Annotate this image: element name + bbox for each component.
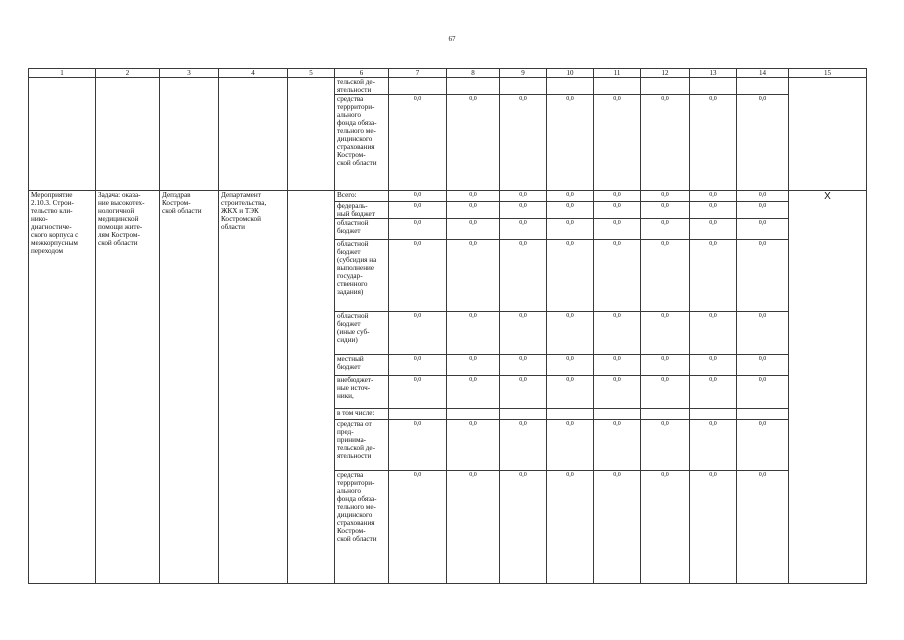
header-cell-1: 1 [29, 69, 96, 78]
value-cell [547, 78, 594, 95]
header-cell-10: 10 [547, 69, 594, 78]
value-cell: 0,0 [389, 311, 447, 354]
value-cell: 0,0 [547, 376, 594, 408]
value-cell: 0,0 [447, 202, 500, 219]
empty-cell-col-5 [288, 78, 335, 191]
table-row [29, 78, 867, 95]
value-cell: 0,0 [547, 240, 594, 312]
value-cell: 0,0 [389, 202, 447, 219]
value-cell: 0,0 [389, 376, 447, 408]
header-cell-6: 6 [335, 69, 389, 78]
value-cell [500, 408, 547, 419]
value-cell [389, 408, 447, 419]
value-cell: 0,0 [690, 95, 737, 191]
value-cell: 0,0 [594, 471, 641, 584]
value-cell: 0,0 [447, 95, 500, 191]
header-cell-9: 9 [500, 69, 547, 78]
funding-source-label: средства от пред- принима- тельской де- ятельности [335, 419, 389, 470]
value-cell: 0,0 [500, 419, 547, 470]
value-cell: 0,0 [594, 311, 641, 354]
value-cell: 0,0 [641, 202, 690, 219]
funding-source-label: средства террритори- ального фонда обяза- тельного ме- дицинского страхования Костром- ской области [335, 95, 389, 191]
value-cell: 0,0 [594, 202, 641, 219]
value-cell: 0,0 [547, 355, 594, 376]
header-cell-12: 12 [641, 69, 690, 78]
value-cell [594, 408, 641, 419]
value-cell: 0,0 [690, 311, 737, 354]
value-cell: 0,0 [690, 355, 737, 376]
value-cell: 0,0 [737, 419, 789, 470]
table-row [29, 190, 867, 201]
value-cell: 0,0 [737, 240, 789, 312]
value-cell: 0,0 [641, 419, 690, 470]
value-cell: 0,0 [447, 311, 500, 354]
header-cell-3: 3 [160, 69, 219, 78]
value-cell: 0,0 [690, 202, 737, 219]
header-row [29, 69, 867, 78]
value-cell: 0,0 [594, 95, 641, 191]
funding-source-label: местный бюджет [335, 355, 389, 376]
value-cell: 0,0 [500, 311, 547, 354]
header-cell-11: 11 [594, 69, 641, 78]
funding-source-label: областной бюджет [335, 219, 389, 240]
value-cell [500, 78, 547, 95]
value-cell: 0,0 [500, 190, 547, 201]
value-cell: 0,0 [737, 95, 789, 191]
value-cell: 0,0 [641, 355, 690, 376]
value-cell: 0,0 [447, 376, 500, 408]
value-cell: 0,0 [500, 376, 547, 408]
value-cell: 0,0 [547, 202, 594, 219]
value-cell [389, 78, 447, 95]
co-executor: Департамент строительства, ЖКХ и ТЭК Костромской области [219, 190, 288, 583]
col-15-mark: X [789, 190, 867, 583]
value-cell [690, 408, 737, 419]
value-cell: 0,0 [389, 355, 447, 376]
value-cell: 0,0 [547, 311, 594, 354]
value-cell: 0,0 [737, 355, 789, 376]
page-number: 67 [448, 35, 456, 43]
value-cell: 0,0 [447, 471, 500, 584]
value-cell: 0,0 [737, 471, 789, 584]
value-cell: 0,0 [641, 95, 690, 191]
value-cell: 0,0 [447, 355, 500, 376]
funding-source-label: Всего: [335, 190, 389, 201]
value-cell [447, 78, 500, 95]
empty-cell-col-4 [219, 78, 288, 191]
empty-cell-col-1 [29, 78, 96, 191]
value-cell [547, 408, 594, 419]
value-cell: 0,0 [641, 311, 690, 354]
value-cell: 0,0 [500, 355, 547, 376]
value-cell: 0,0 [500, 471, 547, 584]
value-cell: 0,0 [594, 419, 641, 470]
header-cell-8: 8 [447, 69, 500, 78]
empty-cell-col-2 [96, 78, 160, 191]
value-cell: 0,0 [547, 419, 594, 470]
value-cell [641, 408, 690, 419]
col-5-cell [288, 190, 335, 583]
value-cell: 0,0 [447, 419, 500, 470]
value-cell [594, 78, 641, 95]
value-cell: 0,0 [500, 202, 547, 219]
value-cell: 0,0 [389, 471, 447, 584]
program-table [28, 68, 867, 584]
value-cell: 0,0 [389, 219, 447, 240]
value-cell [737, 408, 789, 419]
value-cell: 0,0 [690, 419, 737, 470]
value-cell: 0,0 [447, 240, 500, 312]
value-cell: 0,0 [641, 190, 690, 201]
value-cell: 0,0 [690, 376, 737, 408]
value-cell: 0,0 [690, 219, 737, 240]
funding-source-label: областной бюджет (субсидия на выполнение государ- ственного задания) [335, 240, 389, 312]
header-cell-5: 5 [288, 69, 335, 78]
header-cell-7: 7 [389, 69, 447, 78]
funding-source-label: внебюджет- ные источ- ники, [335, 376, 389, 408]
header-cell-14: 14 [737, 69, 789, 78]
value-cell: 0,0 [389, 95, 447, 191]
empty-cell-col-15 [789, 78, 867, 191]
value-cell: 0,0 [447, 219, 500, 240]
header-cell-15: 15 [789, 69, 867, 78]
value-cell: 0,0 [547, 190, 594, 201]
value-cell: 0,0 [500, 219, 547, 240]
value-cell: 0,0 [737, 202, 789, 219]
value-cell: 0,0 [500, 240, 547, 312]
value-cell: 0,0 [641, 376, 690, 408]
value-cell: 0,0 [500, 95, 547, 191]
value-cell: 0,0 [737, 311, 789, 354]
value-cell [641, 78, 690, 95]
empty-cell-col-3 [160, 78, 219, 191]
value-cell: 0,0 [547, 471, 594, 584]
header-cell-4: 4 [219, 69, 288, 78]
value-cell: 0,0 [594, 376, 641, 408]
value-cell [690, 78, 737, 95]
value-cell: 0,0 [547, 219, 594, 240]
value-cell: 0,0 [594, 240, 641, 312]
value-cell: 0,0 [690, 240, 737, 312]
value-cell: 0,0 [641, 219, 690, 240]
header-cell-13: 13 [690, 69, 737, 78]
value-cell: 0,0 [389, 419, 447, 470]
value-cell: 0,0 [447, 190, 500, 201]
value-cell: 0,0 [737, 190, 789, 201]
value-cell: 0,0 [594, 190, 641, 201]
header-cell-2: 2 [96, 69, 160, 78]
funding-source-label: областной бюджет (иные суб- сидии) [335, 311, 389, 354]
value-cell: 0,0 [641, 240, 690, 312]
value-cell: 0,0 [737, 376, 789, 408]
event-name: Мероприятие 2.10.3. Строи- тельство кли- нико- диагностиче- ского корпуса с межкорпусным переходом [29, 190, 96, 583]
value-cell: 0,0 [690, 471, 737, 584]
value-cell: 0,0 [547, 95, 594, 191]
value-cell: 0,0 [594, 355, 641, 376]
value-cell: 0,0 [690, 190, 737, 201]
value-cell: 0,0 [641, 471, 690, 584]
value-cell [737, 78, 789, 95]
funding-source-label: средства террритори- ального фонда обяза- тельного ме- дицинского страхования Костром- ской области [335, 471, 389, 584]
table-body [29, 69, 867, 584]
value-cell: 0,0 [737, 219, 789, 240]
funding-source-label: в том числе: [335, 408, 389, 419]
value-cell: 0,0 [594, 219, 641, 240]
event-task: Задача: оказа- ние высокотех- нологичной медицинской помощи жите- лям Костром- ской области [96, 190, 160, 583]
value-cell: 0,0 [389, 190, 447, 201]
funding-source-label: тельской де- ятельности [335, 78, 389, 95]
funding-source-label: федераль- ный бюджет [335, 202, 389, 219]
responsible-executor: Депздрав Костром- ской области [160, 190, 219, 583]
value-cell: 0,0 [389, 240, 447, 312]
value-cell [447, 408, 500, 419]
